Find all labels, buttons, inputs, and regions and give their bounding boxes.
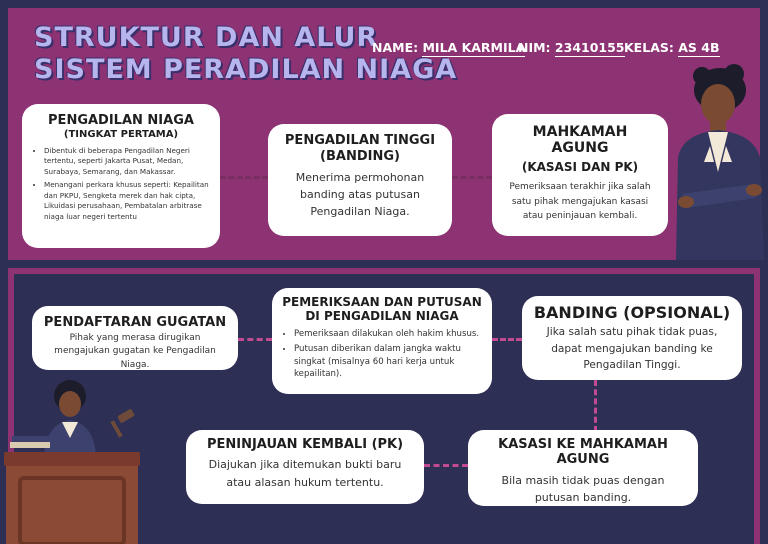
card-bullet-list — [282, 328, 482, 381]
gavel-icon — [110, 409, 135, 438]
card-pendaftaran-gugatan — [32, 306, 238, 370]
list-item: • Menangani perkara khusus seperti: Kepailitan dan PKPU, Sengketa merek dan hak cipta, Likuidasi perusahaan, Pembatalan arbitrase niaga luar negeri tertentu — [44, 180, 210, 222]
lawyer-figure-icon — [668, 62, 768, 260]
card-title: PENGADILAN NIAGA — [48, 113, 194, 128]
card-text: Bila masih tidak puas dengan putusan banding. — [501, 473, 665, 505]
card-text: Pihak yang merasa dirugikan mengajukan gugatan ke Pengadilan Niaga. — [54, 332, 216, 370]
nim-value: 23410155 — [554, 40, 625, 55]
card-bullet-list — [32, 146, 210, 222]
card-mahkamah-agung — [492, 114, 668, 236]
name-value: MILA KARMILA — [422, 40, 526, 55]
card-text: Pemeriksaan terakhir jika salah satu pihak mengajukan kasasi atau peninjauan kembali. — [509, 182, 651, 221]
connector-banding-kasasi — [594, 380, 597, 432]
connector-pemeriksaan-banding — [492, 338, 522, 341]
card-kasasi-mahkamah-agung — [468, 430, 698, 506]
card-pemeriksaan-putusan — [272, 288, 492, 394]
card-title: KASASI KE MAHKAMAH AGUNG — [498, 437, 668, 467]
card-subtitle: (TINGKAT PERTAMA) — [63, 128, 179, 140]
list-item: • Pemeriksaan dilakukan oleh hakim khusus. — [294, 328, 482, 340]
connector-niaga-tinggi — [220, 176, 268, 179]
list-item: • Dibentuk di beberapa Pengadilan Negeri tertentu, seperti Jakarta Pusat, Medan, Surabaya, Semarang, dan Makassar. — [44, 146, 210, 177]
student-class — [624, 40, 720, 55]
card-title: PEMERIKSAAN DAN PUTUSAN DI PENGADILAN NIAGA — [282, 295, 482, 323]
card-pengadilan-tinggi — [268, 124, 452, 236]
card-subtitle: (BANDING) — [320, 148, 400, 164]
student-name — [372, 40, 525, 55]
student-nim — [518, 40, 625, 55]
connector-pendaftaran-pemeriksaan — [238, 338, 272, 341]
card-pengadilan-niaga — [22, 104, 220, 248]
card-banding-opsional — [522, 296, 742, 380]
kelas-value: AS 4B — [678, 40, 720, 55]
card-title: BANDING (OPSIONAL) — [533, 303, 731, 322]
page-title-line-2: SISTEM PERADILAN NIAGA — [34, 54, 458, 85]
nim-label: NIM: — [518, 40, 551, 55]
kelas-label: KELAS: — [624, 40, 674, 55]
name-label: NAME: — [372, 40, 419, 55]
card-text: Jika salah satu pihak tidak puas, dapat mengajukan banding ke Pengadilan Tinggi. — [546, 326, 718, 372]
judge-at-bench-icon — [0, 376, 150, 544]
card-title: PENDAFTARAN GUGATAN — [43, 315, 227, 330]
card-subtitle: (KASASI DAN PK) — [521, 160, 639, 175]
list-item: • Putusan diberikan dalam jangka waktu singkat (misalnya 60 hari kerja untuk kepailitan). — [294, 343, 482, 380]
card-title: PENGADILAN TINGGI — [284, 133, 436, 148]
card-text: Menerima permohonan banding atas putusan Pengadilan Niaga. — [295, 170, 425, 219]
connector-tinggi-ma — [452, 176, 492, 179]
card-peninjauan-kembali — [186, 430, 424, 504]
connector-kasasi-pk — [424, 464, 468, 467]
card-title: MAHKAMAH AGUNG — [532, 124, 628, 157]
page-title-line-1: STRUKTUR DAN ALUR — [34, 22, 379, 53]
card-title: PENINJAUAN KEMBALI (PK) — [206, 437, 404, 452]
card-text: Diajukan jika ditemukan bukti baru atau alasan hukum tertentu. — [208, 457, 402, 489]
